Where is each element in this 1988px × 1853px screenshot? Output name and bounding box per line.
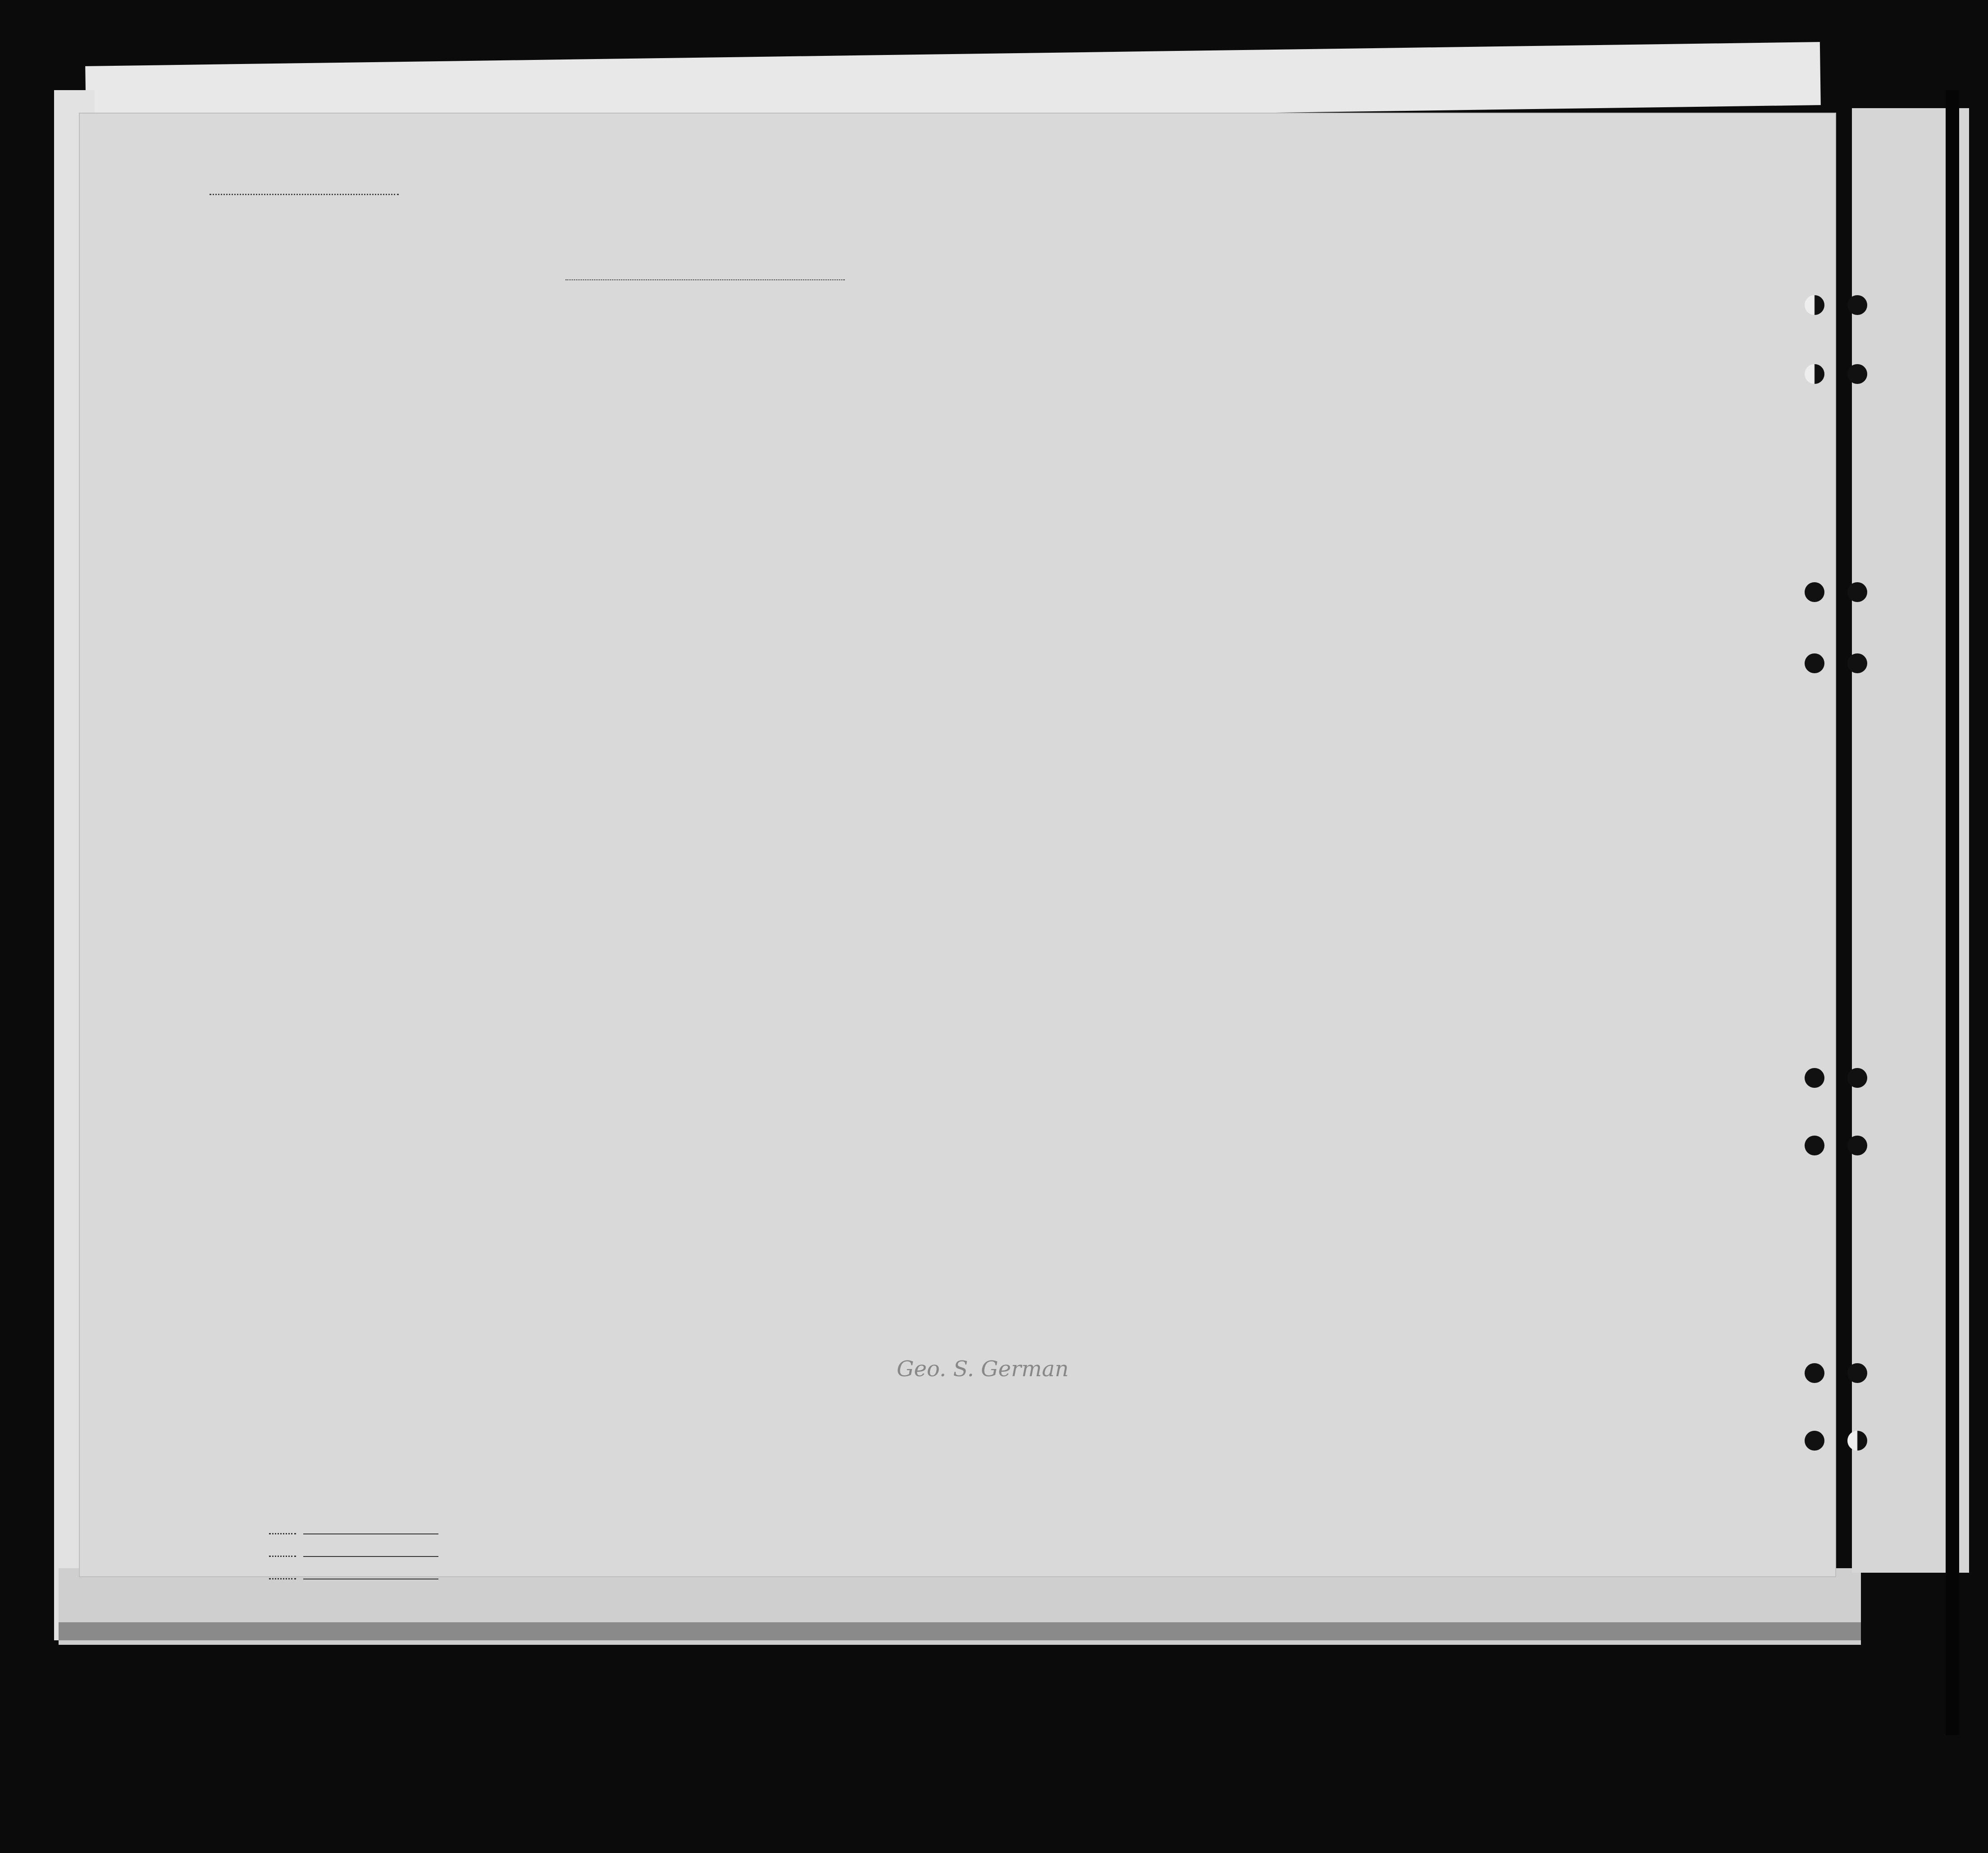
punch-hole <box>1847 1363 1867 1383</box>
footer-aliens <box>264 1572 438 1582</box>
punch-hole <box>1847 1136 1867 1155</box>
footer-total <box>264 1527 438 1537</box>
punch-hole <box>1805 653 1824 673</box>
punch-hole <box>1805 1068 1824 1088</box>
punch-hole <box>1805 295 1824 315</box>
footer-citizens <box>264 1549 438 1560</box>
punch-hole <box>1847 1431 1867 1451</box>
punch-hole <box>1805 364 1824 384</box>
punch-hole <box>1805 1431 1824 1451</box>
footer-dots <box>269 1556 296 1557</box>
punch-hole <box>1805 582 1824 602</box>
punch-hole <box>1847 1068 1867 1088</box>
footer-dots <box>269 1578 296 1579</box>
punch-hole <box>1805 1363 1824 1383</box>
punch-hole <box>1847 295 1867 315</box>
inspector-signature: Geo. S. German <box>897 1356 1069 1382</box>
punch-hole <box>1847 582 1867 602</box>
punch-hole <box>1805 1136 1824 1155</box>
citizens-field[interactable] <box>303 1556 438 1557</box>
punch-hole <box>1847 653 1867 673</box>
punch-hole <box>1847 364 1867 384</box>
footer-dots <box>269 1533 296 1534</box>
